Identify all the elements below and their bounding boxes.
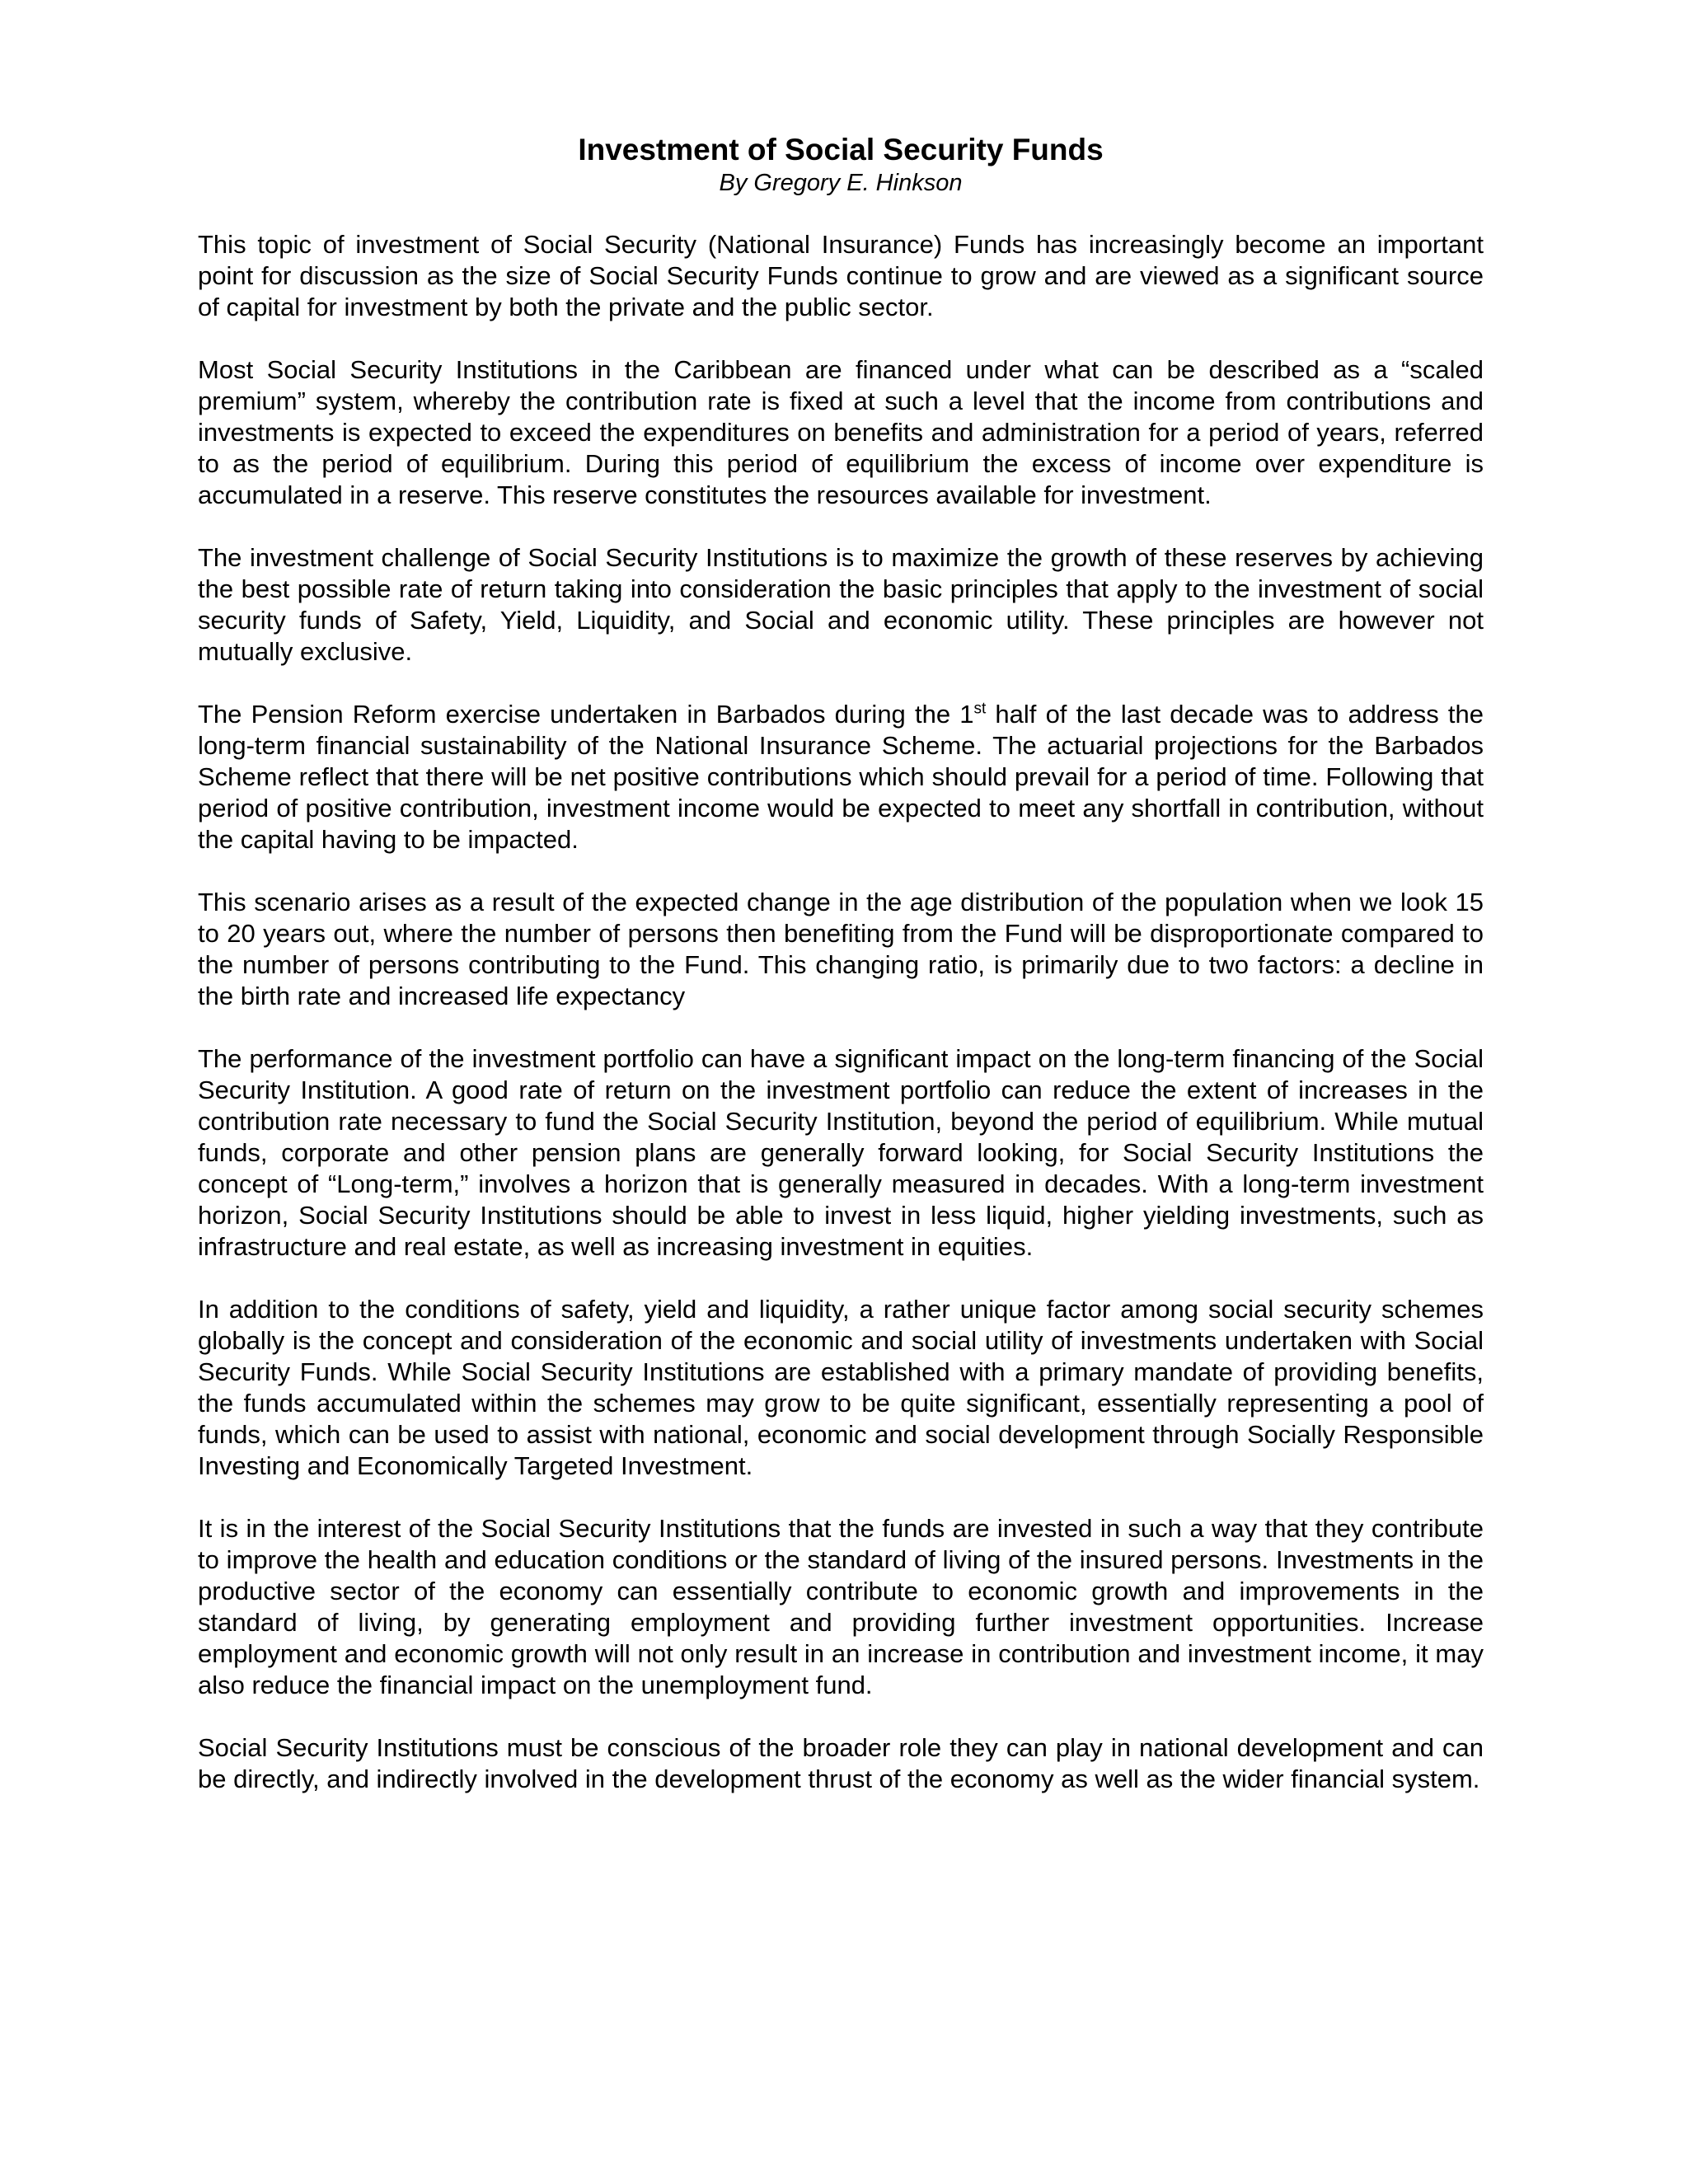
paragraph-scenario: This scenario arises as a result of the expected change in the age distribution of the population when we look 15 to 20 years out, where the number of persons then benefiting from the Fund will be disproportionate compared to the number of persons contributing to the Fund. This changing ratio, is primarily due to two factors: a decline in the birth rate and increased life expectancy (198, 888, 1484, 1010)
paragraph-broader-role: Social Security Institutions must be conscious of the broader role they can play in national development and can be directly, and indirectly involved in the development thrust of the economy as well as the wider financial system. (198, 1733, 1484, 1793)
pension-reform-text-before: The Pension Reform exercise undertaken in Barbados during the 1 (198, 700, 974, 729)
paragraph-pension-reform (198, 699, 1484, 855)
ordinal-superscript: st (973, 700, 987, 718)
document-page (198, 132, 1484, 1826)
document-title: Investment of Social Security Funds (578, 133, 1104, 166)
paragraph-financing: Most Social Security Institutions in the Caribbean are financed under what can be described as a “scaled premium” system, whereby the contribution rate is fixed at such a level that the income from contributions and investments is expected to exceed the expenditures on benefits and administration for a period of years, referred to as the period of equilibrium. During this period of equilibrium the excess of income over expenditure is accumulated in a reserve. This reserve constitutes the resources available for investment. (198, 355, 1484, 509)
paragraph-investment-challenge: The investment challenge of Social Security Institutions is to maximize the growth of these reserves by achieving the best possible rate of return taking into consideration the basic principles that apply to the investment of social security funds of Safety, Yield, Liquidity, and Social and economic utility. These principles are however not mutually exclusive. (198, 543, 1484, 666)
paragraph-economic-social-utility: In addition to the conditions of safety, yield and liquidity, a rather unique factor among social security schemes globally is the concept and consideration of the economic and social utility of investments undertaken with Social Security Funds. While Social Security Institutions are established with a primary mandate of providing benefits, the funds accumulated within the schemes may grow to be quite significant, essentially representing a pool of funds, which can be used to assist with national, economic and social development through Socially Responsible Investing and Economically Targeted Investment. (198, 1295, 1484, 1480)
paragraph-portfolio-performance: The performance of the investment portfolio can have a significant impact on the long-term financing of the Social Security Institution. A good rate of return on the investment portfolio can reduce the extent of increases in the contribution rate necessary to fund the Social Security Institution, beyond the period of equilibrium. While mutual funds, corporate and other pension plans are generally forward looking, for Social Security Institutions the concept of “Long-term,” involves a horizon that is generally measured in decades. With a long-term investment horizon, Social Security Institutions should be able to invest in less liquid, higher yielding investments, such as infrastructure and real estate, as well as increasing investment in equities. (198, 1044, 1484, 1261)
document-author: By Gregory E. Hinkson (719, 170, 963, 196)
paragraph-interest-of-institutions: It is in the interest of the Social Security Institutions that the funds are invested in such a way that they contribute to improve the health and education conditions or the standard of living of the insured persons. Investments in the productive sector of the economy can essentially contribute to economic growth and improvements in the standard of living, by generating employment and providing further investment opportunities. Increase employment and economic growth will not only result in an increase in contribution and investment income, it may also reduce the financial impact on the unemployment fund. (198, 1514, 1484, 1699)
paragraph-intro: This topic of investment of Social Security (National Insurance) Funds has increasingly become an important point for discussion as the size of Social Security Funds continue to grow and are viewed as a significant source of capital for investment by both the private and the public sector. (198, 230, 1484, 321)
pension-reform-text-after: half of the last decade was to address the long-term financial sustainability of the National Insurance Scheme. The actuarial projections for the Barbados Scheme reflect that there will be net positive contributions which should prevail for a period of time. Following that period of positive contribution, investment income would be expected to meet any shortfall in contribution, without the capital having to be impacted. (198, 700, 1484, 854)
